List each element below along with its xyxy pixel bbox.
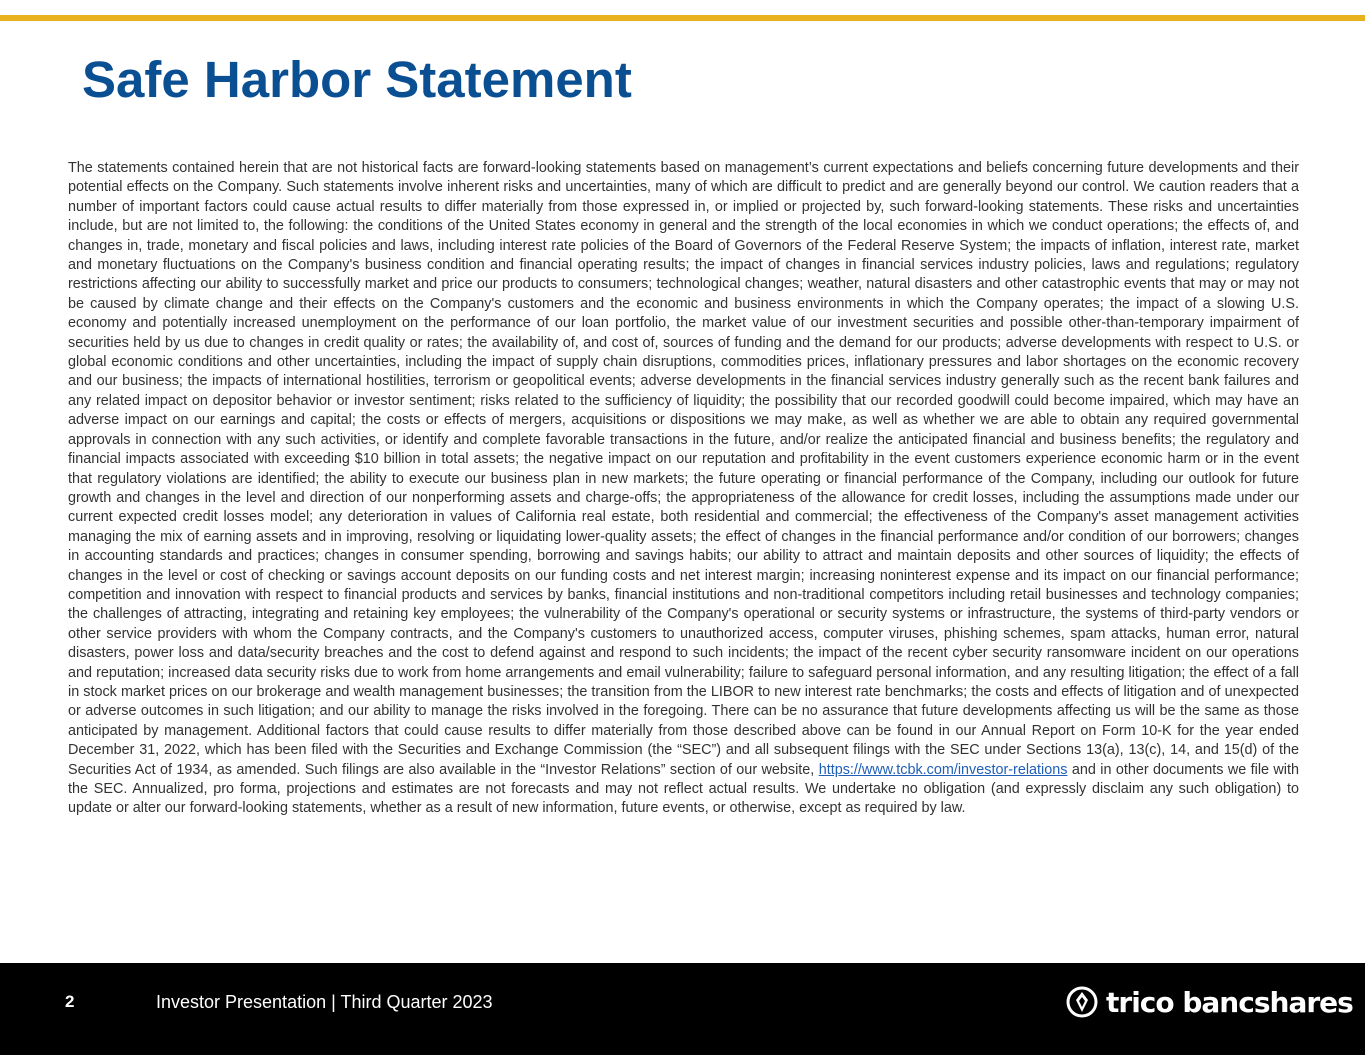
paragraph-text-before-link: The statements contained herein that are not historical facts are forward-looking statements based on management’s current expectations and beliefs concerning future developments and their potential effects on the Company. Such statements involve inherent risks and uncertainties, many of which are difficult to predict and are generally beyond our control. We caution readers that a number of important factors could cause actual results to differ materially from those expressed in, or implied or projected by, such forward-looking statements. These risks and uncertainties include, but are not limited to, the following: the conditions of the United States economy in general and the strength of the local economies in which we conduct operations; the effects of, and changes in, trade, monetary and fiscal policies and laws, including interest rate policies of the Board of Governors of the Federal Reserve System; the impacts of inflation, interest rate, market and monetary fluctuations on the Company's business condition and financial operating results; the impact of changes in financial services industry policies, laws and regulations; regulatory restrictions affecting our ability to successfully market and price our products to consumers; technological changes; weather, natural disasters and other catastrophic events that may or may not be caused by climate change and their effects on the Company's customers and the economic and business environments in which the Company operates; the impact of a slowing U.S. economy and potentially increased unemployment on the performance of our loan portfolio, the market value of our investment securities and possible other-than-temporary impairment of securities held by us due to changes in credit quality or rates; the availability of, and cost of, sources of funding and the demand for our products; adverse developments with respect to U.S. or global economic conditions and other uncertainties, including the impact of supply chain disruptions, commodities prices, inflationary pressures and labor shortages on the economic recovery and our business; the impacts of international hostilities, terrorism or geopolitical events; adverse developments in the financial services industry generally such as the recent bank failures and any related impact on depositor behavior or investor sentiment; risks related to the sufficiency of liquidity; the possibility that our recorded goodwill could become impaired, which may have an adverse impact on our earnings and capital; the costs or effects of mergers, acquisitions or dispositions we may make, as well as whether we are able to obtain any required governmental approvals in connection with any such activities, or identify and complete favorable transactions in the future, and/or realize the anticipated financial and business benefits; the regulatory and financial impacts associated with exceeding $10 billion in total assets; the negative impact on our reputation and profitability in the event customers experience economic harm or in the event that regulatory violations are identified; the ability to execute our business plan in new markets; the future operating or financial performance of the Company, including our outlook for future growth and changes in the level and direction of our nonperforming assets and charge-offs; the appropriateness of the allowance for credit losses, including the assumptions made under our current expected credit losses model; any deterioration in values of California real estate, both residential and commercial; the effectiveness of the Company's asset management activities managing the mix of earning assets and in improving, resolving or liquidating lower-quality assets; the effect of changes in the financial performance and/or condition of our borrowers; changes in accounting standards and practices; changes in consumer spending, borrowing and savings habits; our ability to attract and maintain deposits and other sources of liquidity; the effects of changes in the level or cost of checking or savings account deposits on our funding costs and net interest margin; increasing noninterest expense and its impact on our financial performance; competition and innovation with respect to financial products and services by banks, financial institutions and non-traditional competitors including retail businesses and technology companies; the challenges of attracting, integrating and retaining key employees; the vulnerability of the Company's operational or security systems or infrastructure, the systems of third-party vendors or other service providers with whom the Company contracts, and the Company's customers to unauthorized access, computer viruses, phishing schemes, spam attacks, human error, natural disasters, power loss and data/security breaches and the cost to defend against and respond to such incidents; the impact of the recent cyber security ransomware incident on our operations and reputation; increased data security risks due to work from home arrangements and email vulnerability; failure to safeguard personal information, and any resulting litigation; the effect of a fall in stock market prices on our brokerage and wealth management businesses; the transition from the LIBOR to new interest rate benchmarks; the costs and effects of litigation and of unexpected or adverse outcomes in such litigation; and our ability to manage the risks involved in the foregoing. There can be no assurance that future developments affecting us will be the same as those anticipated by management. Additional factors that could cause results to differ materially from those described above can be found in our Annual Report on Form 10-K for the year ended December 31, 2022, which has been filed with the Securities and Exchange Commission (the “SEC”) and all subsequent filings with the SEC under Sections 13(a), 13(c), 14, and 15(d) of the Securities Act of 1934, as amended. Such filings are also available in the “Investor Relations” section of our website, [68, 160, 1299, 778]
company-logo [1066, 982, 1353, 1022]
top-accent-rule [0, 15, 1365, 21]
paragraph-text-after-link: and in other documents we file with the SEC. Annualized, pro forma, projections and estimates are not forecasts and may not reflect actual results. We undertake no obligation (and expressly disclaim any such obligation) to update or alter our forward-looking statements, whether as a result of new information, future events, or otherwise, except as required by law. [68, 761, 1300, 817]
page-title: Safe Harbor Statement [82, 51, 632, 108]
logo-wordmark: trico bancshares [1106, 985, 1353, 1019]
page-number: 2 [65, 992, 75, 1011]
footer-caption: Investor Presentation | Third Quarter 2023 [156, 992, 493, 1012]
investor-relations-link[interactable]: https://www.tcbk.com/investor-relations [818, 761, 1068, 778]
trico-shield-icon [1066, 986, 1098, 1018]
safe-harbor-paragraph [68, 159, 1299, 819]
